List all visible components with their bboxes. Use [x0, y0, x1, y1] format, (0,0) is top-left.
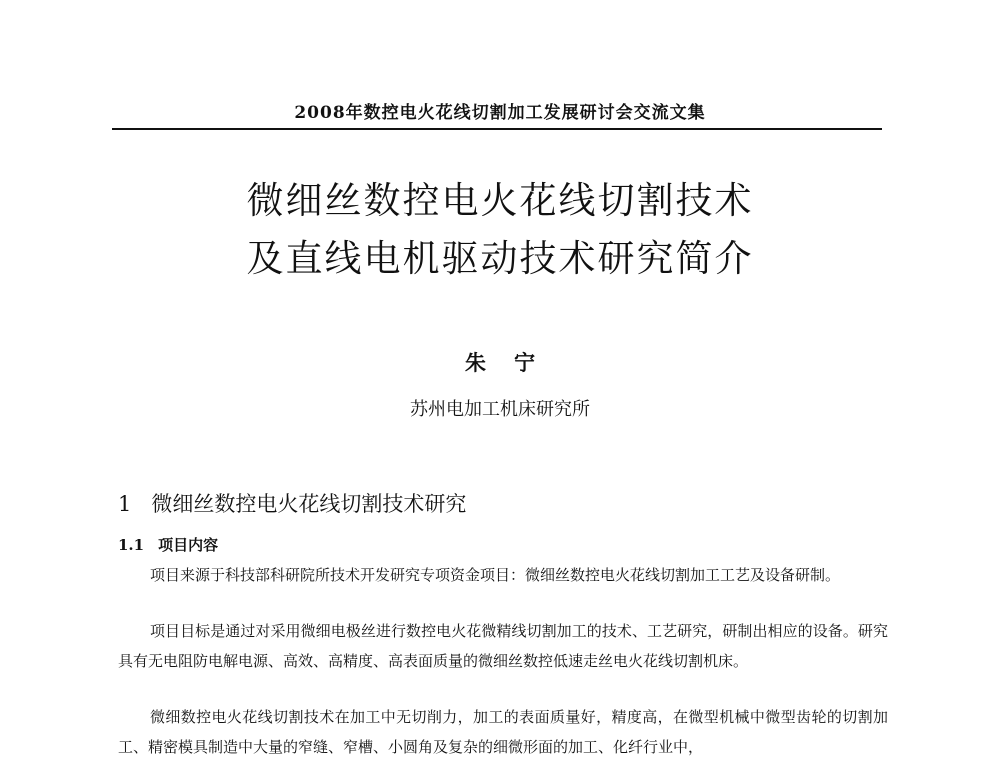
paragraph-text: 项目目标是通过对采用微细电极丝进行数控电火花微精线切割加工的技术、工艺研究，研制出相应的设备。研究具有无电阻防电解电源、高效、高精度、高表面质量的微细丝数控低速走丝电火花线切割机床。 — [118, 622, 888, 670]
section-number: 1 — [118, 492, 132, 516]
paragraph-text: 微细数控电火花线切割技术在加工中无切削力，加工的表面质量好，精度高，在微型机械中微型齿轮的切割加工、精密模具制造中大量的窄缝、窄槽、小圆角及复杂的细微形面的加工、化纤行业中， — [118, 708, 888, 756]
author-name: 朱宁 — [465, 350, 563, 375]
paper-title-line-1: 微细丝数控电火花线切割技术 — [246, 179, 754, 222]
paper-title-line-2: 及直线电机驱动技术研究简介 — [246, 237, 754, 280]
paragraph-text: 项目来源于科技部科研院所技术开发研究专项资金项目：微细丝数控电火花线切割加工工艺及设备研制。 — [150, 566, 841, 584]
section-title: 微细丝数控电火花线切割技术研究 — [151, 492, 467, 516]
subsection-title: 项目内容 — [158, 536, 219, 554]
header-rule — [112, 128, 882, 130]
subsection-heading — [118, 534, 218, 555]
section-heading — [118, 488, 466, 518]
author-affiliation: 苏州电加工机床研究所 — [410, 399, 590, 420]
body-paragraph-3 — [118, 702, 888, 762]
body-paragraph-1 — [118, 560, 888, 590]
subsection-number: 1.1 — [118, 536, 145, 554]
body-paragraph-2 — [118, 616, 888, 676]
running-header: 2008年数控电火花线切割加工发展研讨会交流文集 — [294, 103, 706, 123]
